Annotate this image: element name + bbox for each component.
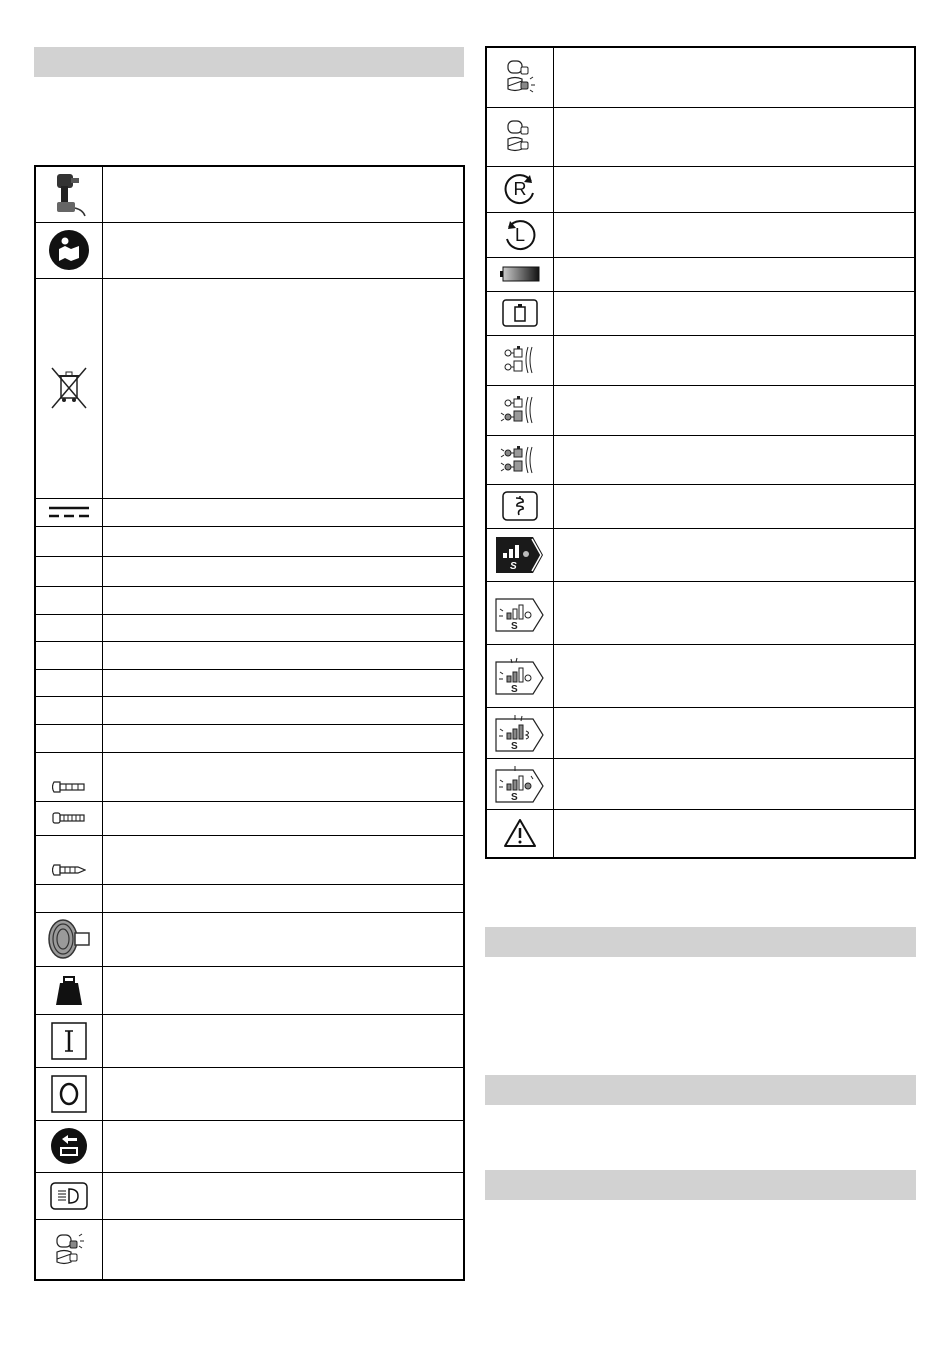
table-row [35,641,464,669]
rotation-left-icon [486,212,554,257]
table-row [486,47,915,107]
svg-text:S: S [511,791,518,803]
table-row [486,257,915,291]
drill-charger-icon [35,166,103,222]
section-header-3 [485,1075,916,1105]
charge-level-2-icon [486,385,554,435]
svg-text:S: S [511,683,518,695]
table-row [35,696,464,724]
wood-screw-icon [35,835,103,884]
section-header-1 [34,47,464,77]
svg-text:S: S [510,560,517,572]
indicator-blink-top-icon [35,1219,103,1280]
speed-blink-1-icon [486,581,554,644]
table-row [35,912,464,966]
table-row [486,291,915,335]
table-row [35,966,464,1014]
speed-blink-4-icon [486,758,554,809]
svg-text:R: R [513,179,527,199]
table-row [35,166,464,222]
table-row [486,809,915,858]
drill-mode-icon [486,484,554,528]
rotation-right-icon [486,166,554,212]
svg-text:L: L [514,224,526,245]
table-row [35,556,464,586]
table-row [486,484,915,528]
table-row [35,526,464,556]
table-row [35,1067,464,1120]
table-row [35,1172,464,1219]
battery-insert-icon [35,1120,103,1172]
speed-blink-3-icon [486,707,554,758]
battery-empty-icon [486,291,554,335]
table-row [35,801,464,835]
table-row [486,335,915,385]
speed-mode-icon [486,528,554,581]
table-row [35,586,464,614]
table-row [486,707,915,758]
weight-icon [35,966,103,1014]
left-symbol-table [34,165,465,1281]
socket-icon [35,912,103,966]
table-row [486,385,915,435]
battery-full-icon [486,257,554,291]
table-row [486,528,915,581]
direct-current-icon [35,498,103,526]
section-header-2 [485,927,916,957]
on-switch-icon [35,1014,103,1067]
charge-level-1-icon [486,335,554,385]
off-switch-icon [35,1067,103,1120]
table-row [35,1120,464,1172]
table-row [486,581,915,644]
right-symbol-table [485,46,916,859]
table-row [35,614,464,641]
headlight-icon [35,1172,103,1219]
table-row [486,435,915,484]
indicator-blink-bottom-icon [486,47,554,107]
table-row [35,222,464,278]
table-row [35,752,464,801]
table-row [35,835,464,884]
svg-text:S: S [511,740,518,752]
table-row [35,1014,464,1067]
table-row [486,107,915,166]
crossed-bin-icon [35,278,103,498]
charge-level-3-icon [486,435,554,484]
table-row [35,724,464,752]
indicator-off-icon [486,107,554,166]
table-row [35,884,464,912]
section-header-4 [485,1170,916,1200]
speed-blink-2-icon [486,644,554,707]
read-manual-icon [35,222,103,278]
table-row [35,669,464,696]
table-row [35,498,464,526]
machine-screw-icon [35,752,103,801]
table-row [35,1219,464,1280]
svg-text:S: S [511,620,518,632]
table-row [486,212,915,257]
warning-icon [486,809,554,858]
table-row [486,644,915,707]
table-row [486,166,915,212]
table-row [35,278,464,498]
bolt-icon [35,801,103,835]
table-row [486,758,915,809]
